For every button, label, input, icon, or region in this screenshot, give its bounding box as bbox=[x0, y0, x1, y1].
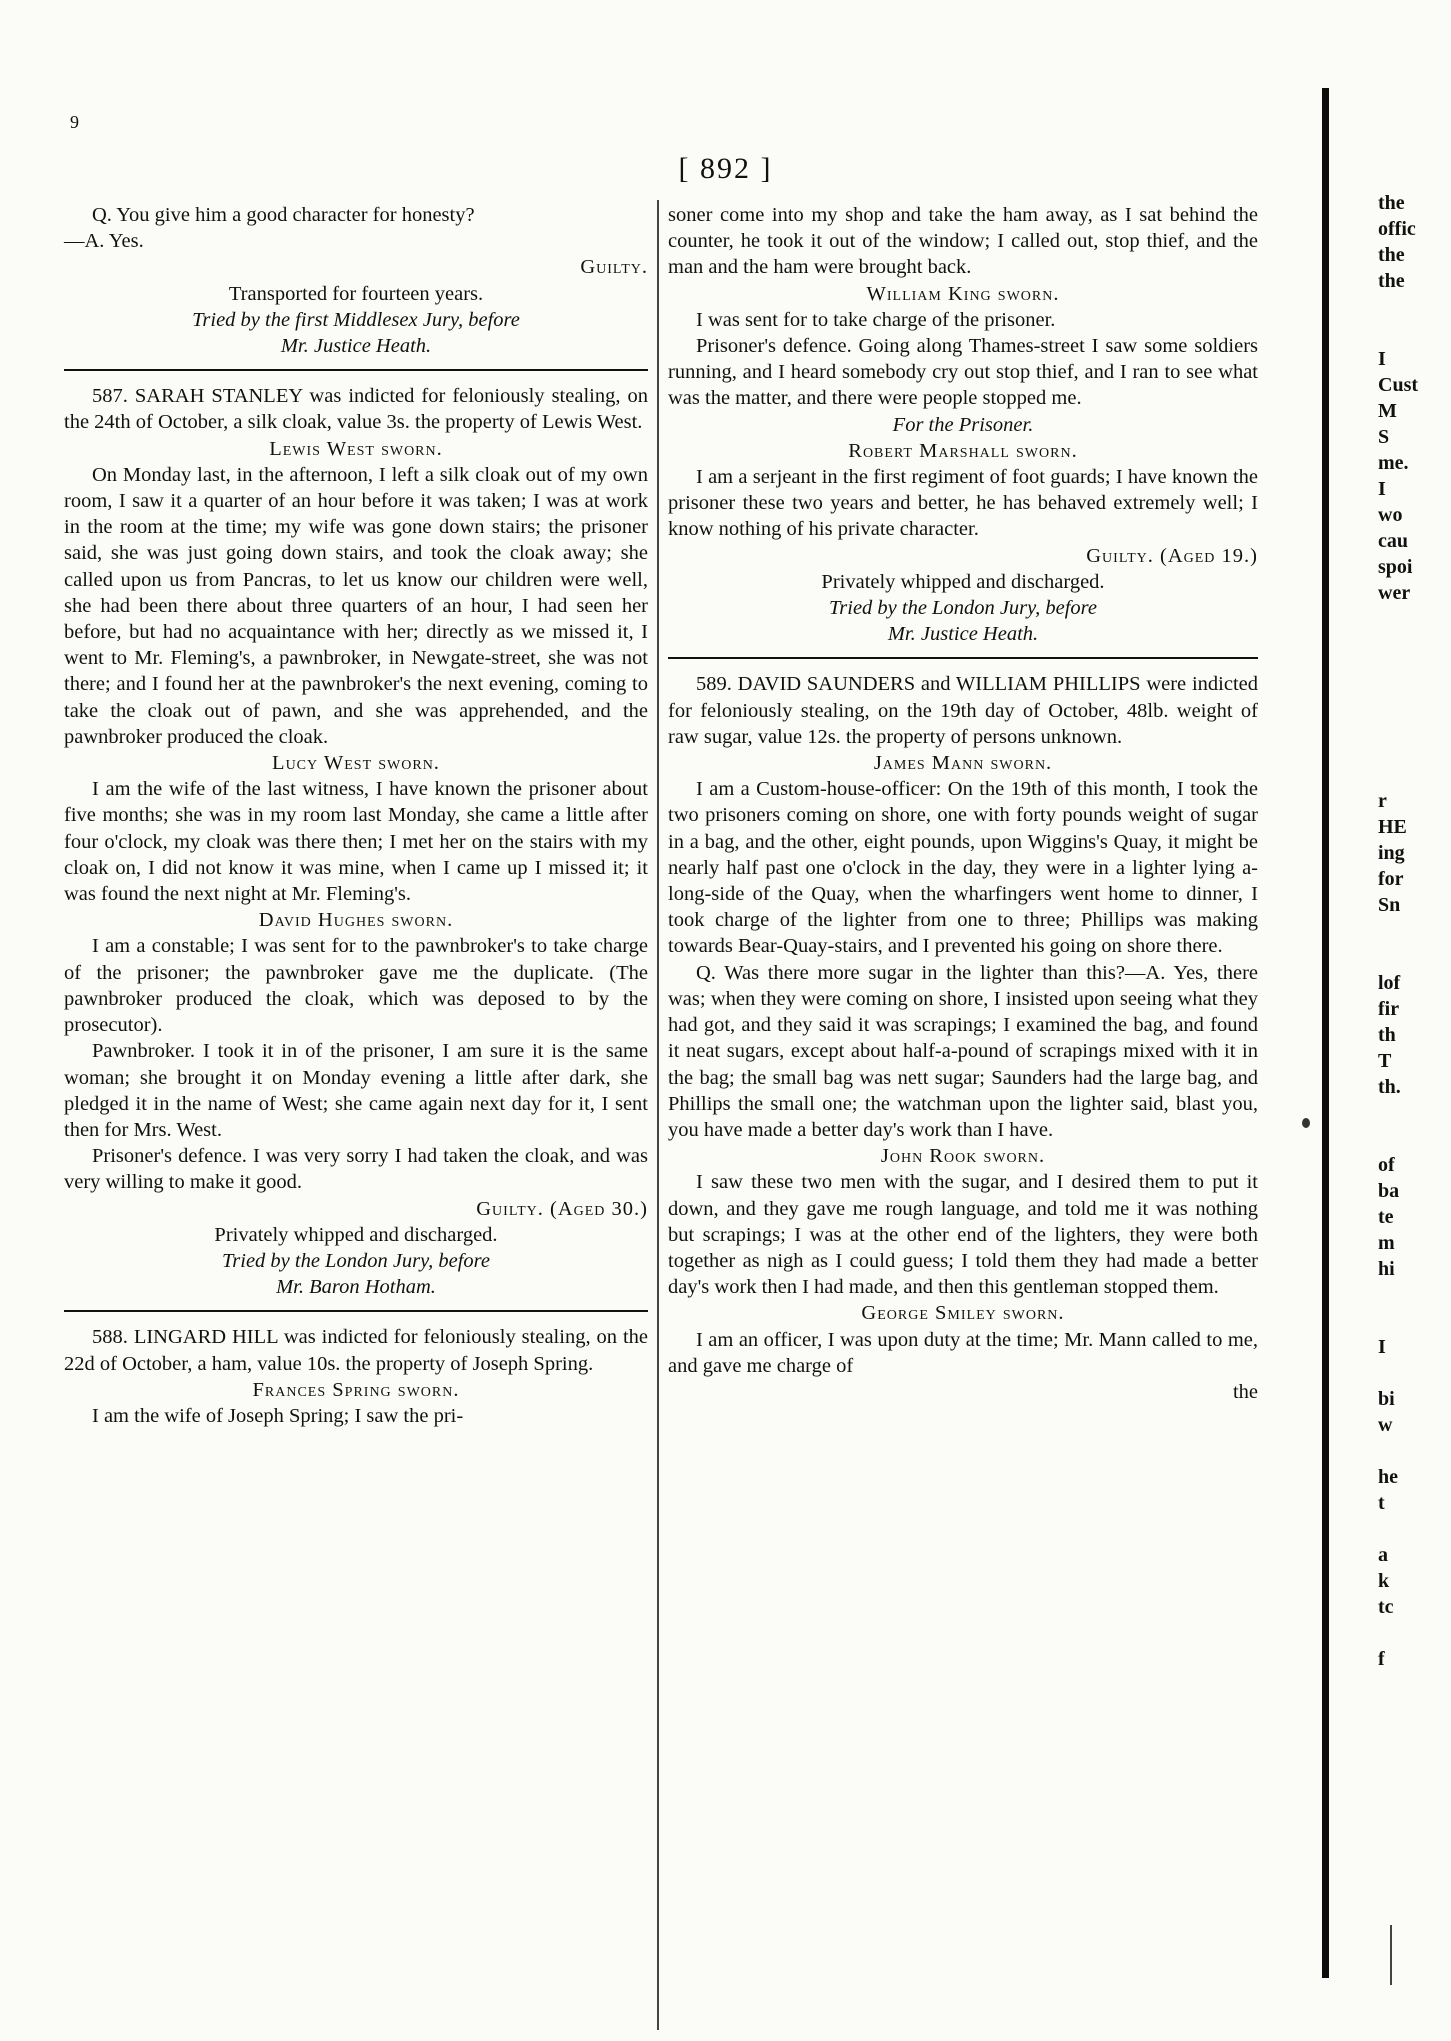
corner-mark: 9 bbox=[70, 112, 79, 132]
column-divider bbox=[657, 200, 659, 2030]
edge-fragment: a bbox=[1378, 1544, 1388, 1566]
text-paragraph: Tried by the first Middlesex Jury, before bbox=[192, 308, 520, 331]
text-paragraph: Mr. Justice Heath. bbox=[280, 335, 432, 358]
page-number: [ 892 ] bbox=[678, 152, 773, 185]
text-paragraph: Q. You give him a good character for honesty? bbox=[92, 204, 475, 226]
edge-fragment: for bbox=[1378, 868, 1404, 890]
edge-fragment: me. bbox=[1378, 452, 1409, 474]
edge-fragment: wo bbox=[1378, 504, 1403, 526]
text-paragraph: I was sent for to take charge of the prisoner. bbox=[696, 308, 1056, 331]
text-paragraph: 587. SARAH STANLEY was indicted for feloniously stealing, on the 24th of October, a silk cloak, value 3s. the property of Lewis West. bbox=[64, 385, 648, 434]
edge-fragment bbox=[1378, 1360, 1448, 1386]
edge-fragment: the bbox=[1378, 270, 1405, 292]
edge-fragment: Sn bbox=[1378, 894, 1401, 916]
text-paragraph: 589. DAVID SAUNDERS and WILLIAM PHILLIPS were indicted for feloniously stealing, on the 19th day of October, 48lb. weight of raw sugar, value 12s. the property of persons unknown. bbox=[668, 673, 1258, 748]
text-paragraph: Robert Marshall sworn. bbox=[848, 439, 1078, 462]
edge-fragment: the bbox=[1378, 244, 1405, 266]
edge-fragment: cau bbox=[1378, 530, 1408, 552]
edge-fragment bbox=[1378, 710, 1448, 736]
section-rule bbox=[64, 369, 648, 371]
edge-fragment: I bbox=[1378, 478, 1386, 500]
edge-fragment bbox=[1378, 918, 1448, 944]
edge-fragment bbox=[1378, 632, 1448, 658]
text-paragraph: I am a constable; I was sent for to the pawnbroker's to take charge of the prisoner; the pawnbroker gave me the duplicate. (The pawnbroker produced the cloak, which was deposed to by the prosecutor). bbox=[64, 935, 648, 1037]
edge-fragment: I bbox=[1378, 348, 1386, 370]
text-paragraph: I am an officer, I was upon duty at the time; Mr. Mann called to me, and gave me charge of bbox=[668, 1328, 1258, 1377]
edge-fragment: ba bbox=[1378, 1180, 1400, 1202]
text-paragraph: I am the wife of the last witness, I have known the prisoner about five months; she was in my room last Monday, she came a little after four o'clock, my cloak was there then; I met her on the stairs with my cloak on, I did not know it was mine, when I came up I missed it; it was found the next night at Mr. Fleming's. bbox=[64, 778, 648, 906]
edge-fragment bbox=[1378, 1126, 1448, 1152]
text-paragraph: Prisoner's defence. I was very sorry I had taken the cloak, and was very willing to make it good. bbox=[64, 1145, 648, 1194]
edge-fragment: r bbox=[1378, 790, 1387, 812]
edge-fragment: spoi bbox=[1378, 556, 1413, 578]
text-paragraph: George Smiley sworn. bbox=[861, 1302, 1065, 1325]
edge-fragment: t bbox=[1378, 1492, 1385, 1514]
text-paragraph: Tried by the London Jury, before bbox=[829, 597, 1097, 620]
edge-fragment bbox=[1378, 658, 1448, 684]
edge-fragment bbox=[1378, 684, 1448, 710]
text-paragraph: Frances Spring sworn. bbox=[252, 1378, 460, 1401]
edge-fragment: I bbox=[1378, 1336, 1386, 1358]
edge-fragment: tc bbox=[1378, 1596, 1394, 1618]
text-paragraph: Mr. Baron Hotham. bbox=[276, 1276, 436, 1299]
edge-fragment: ing bbox=[1378, 842, 1405, 864]
ink-speck bbox=[1302, 1118, 1310, 1128]
text-paragraph: On Monday last, in the afternoon, I left a silk cloak out of my own room, I saw it a quarter of an hour before it was taken; I was at work in the room at the time; my wife was gone down stairs; the prisoner said, she was just going down stairs, and took the cloak away; she called upon us from Pancras, to let us know our children were well, she had been there about three quarters of an hour, I had seen her before, but had no acquaintance with her; directly as we missed it, I went to Mr. Fleming's, a pawnbroker, in Newgate-street, she was not there; and I found her at the pawnbroker's the next evening, coming to take the cloak out of pawn, and she was apprehended, and the pawnbroker produced the cloak. bbox=[64, 463, 648, 748]
text-paragraph: 588. LINGARD HILL was indicted for feloniously stealing, on the 22d of October, a ham, value 10s. the property of Joseph Spring. bbox=[64, 1326, 648, 1375]
edge-fragment bbox=[1378, 944, 1448, 970]
edge-fragment: th. bbox=[1378, 1076, 1401, 1098]
edge-fragment: lof bbox=[1378, 972, 1401, 994]
edge-fragment: fir bbox=[1378, 998, 1400, 1020]
edge-fragment bbox=[1378, 1438, 1448, 1464]
edge-fragment: of bbox=[1378, 1154, 1395, 1176]
text-paragraph: I am a Custom-house-officer: On the 19th of this month, I took the two prisoners coming on shore, one with forty pounds weight of sugar in a bag, and the other, eight pounds, upon Wiggins's Quay, it might be nearly half past one o'clock in the day, they were in a lighter lying a-long-side of the Quay, when the wharfingers went home to dinner, I took charge of the lighter from one to three; Phillips was making towards Bear-Quay-stairs, and I prevented his going on shore there. bbox=[668, 778, 1258, 958]
text-paragraph: I saw these two men with the sugar, and I desired them to put it down, and they gave me rough language, and told me it was nothing but scrapings; I was at the other end of the lighters, they were both together as nigh as I could guess; I told them they had made a better day's work then I had made, and then this gentleman stopped them. bbox=[668, 1171, 1258, 1299]
edge-fragment bbox=[1378, 736, 1448, 762]
text-paragraph: William King sworn. bbox=[866, 282, 1060, 305]
text-paragraph: John Rook sworn. bbox=[880, 1145, 1046, 1168]
edge-fragment: w bbox=[1378, 1414, 1393, 1436]
edge-fragment: hi bbox=[1378, 1258, 1395, 1280]
edge-fragment: M bbox=[1378, 400, 1397, 422]
text-paragraph: Guilty. (Aged 19.) bbox=[1086, 544, 1258, 567]
text-paragraph: David Hughes sworn. bbox=[258, 909, 454, 932]
edge-fragment: Cust bbox=[1378, 374, 1419, 396]
section-rule bbox=[668, 657, 1258, 659]
text-paragraph: James Mann sworn. bbox=[873, 752, 1053, 775]
edge-fragment bbox=[1378, 1620, 1448, 1646]
edge-fragment bbox=[1378, 320, 1448, 346]
next-page-edge-fragments bbox=[1378, 190, 1448, 1672]
text-paragraph: Pawnbroker. I took it in of the prisoner, I am sure it is the same woman; she brought it on Monday evening a little after dark, she pledged it in the name of West; she came again next day for it, I sent then for Mrs. West. bbox=[64, 1040, 648, 1141]
text-paragraph: Prisoner's defence. Going along Thames-street I saw some soldiers running, and I heard somebody cry out stop thief, and I ran to see what was the matter, and there were people stopped me. bbox=[668, 335, 1258, 410]
right-column bbox=[668, 202, 1258, 1405]
text-paragraph: Guilty. (Aged 30.) bbox=[476, 1197, 648, 1220]
edge-fragment: HE bbox=[1378, 816, 1407, 838]
text-paragraph: Lucy West sworn. bbox=[272, 752, 440, 775]
text-paragraph: Privately whipped and discharged. bbox=[214, 1223, 498, 1246]
edge-fragment: bi bbox=[1378, 1388, 1395, 1410]
text-paragraph: —A. Yes. bbox=[64, 230, 144, 253]
edge-fragment: te bbox=[1378, 1206, 1394, 1228]
edge-fragment: f bbox=[1378, 1648, 1385, 1670]
edge-fragment: he bbox=[1378, 1466, 1398, 1488]
binding-mark bbox=[1390, 1925, 1392, 1985]
edge-fragment: T bbox=[1378, 1050, 1392, 1072]
edge-fragment: k bbox=[1378, 1570, 1390, 1592]
left-column bbox=[64, 202, 648, 1429]
text-paragraph: Guilty. bbox=[580, 256, 648, 279]
text-paragraph: soner come into my shop and take the ham away, as I sat behind the counter, he took it out of the window; I called out, stop thief, and the man and the ham were brought back. bbox=[668, 204, 1258, 279]
edge-fragment bbox=[1378, 606, 1448, 632]
edge-fragment: wer bbox=[1378, 582, 1411, 604]
section-rule bbox=[64, 1310, 648, 1312]
text-paragraph: the bbox=[1232, 1380, 1258, 1403]
edge-fragment: m bbox=[1378, 1232, 1395, 1254]
edge-fragment bbox=[1378, 762, 1448, 788]
edge-fragment bbox=[1378, 1100, 1448, 1126]
text-paragraph: Lewis West sworn. bbox=[269, 437, 443, 460]
binding-shadow bbox=[1322, 88, 1329, 1978]
text-paragraph: For the Prisoner. bbox=[892, 413, 1034, 436]
edge-fragment: offic bbox=[1378, 218, 1416, 240]
edge-fragment bbox=[1378, 294, 1448, 320]
text-paragraph: Transported for fourteen years. bbox=[228, 282, 484, 305]
edge-fragment: the bbox=[1378, 192, 1405, 214]
edge-fragment bbox=[1378, 1516, 1448, 1542]
text-paragraph: Tried by the London Jury, before bbox=[222, 1249, 490, 1272]
text-paragraph: Mr. Justice Heath. bbox=[887, 623, 1039, 646]
text-paragraph: Privately whipped and discharged. bbox=[821, 570, 1105, 593]
text-paragraph: Q. Was there more sugar in the lighter than this?—A. Yes, there was; when they were coming on shore, I insisted upon seeing what they had got, and they said it was scrapings; I examined the bag, and found it neat sugars, except about half-a-pound of scrapings mixed with it in the bag; the small bag was nett sugar; Saunders had the large bag, and Phillips the small one; the watchman upon the lighter said, blast you, you have made a better day's work than I have. bbox=[668, 961, 1258, 1141]
edge-fragment bbox=[1378, 1308, 1448, 1334]
edge-fragment: th bbox=[1378, 1024, 1396, 1046]
text-paragraph: I am the wife of Joseph Spring; I saw the pri- bbox=[92, 1404, 464, 1427]
text-paragraph: I am a serjeant in the first regiment of foot guards; I have known the prisoner these two years and better, he has behaved extremely well; I know nothing of his private character. bbox=[668, 466, 1258, 541]
edge-fragment: S bbox=[1378, 426, 1390, 448]
edge-fragment bbox=[1378, 1282, 1448, 1308]
